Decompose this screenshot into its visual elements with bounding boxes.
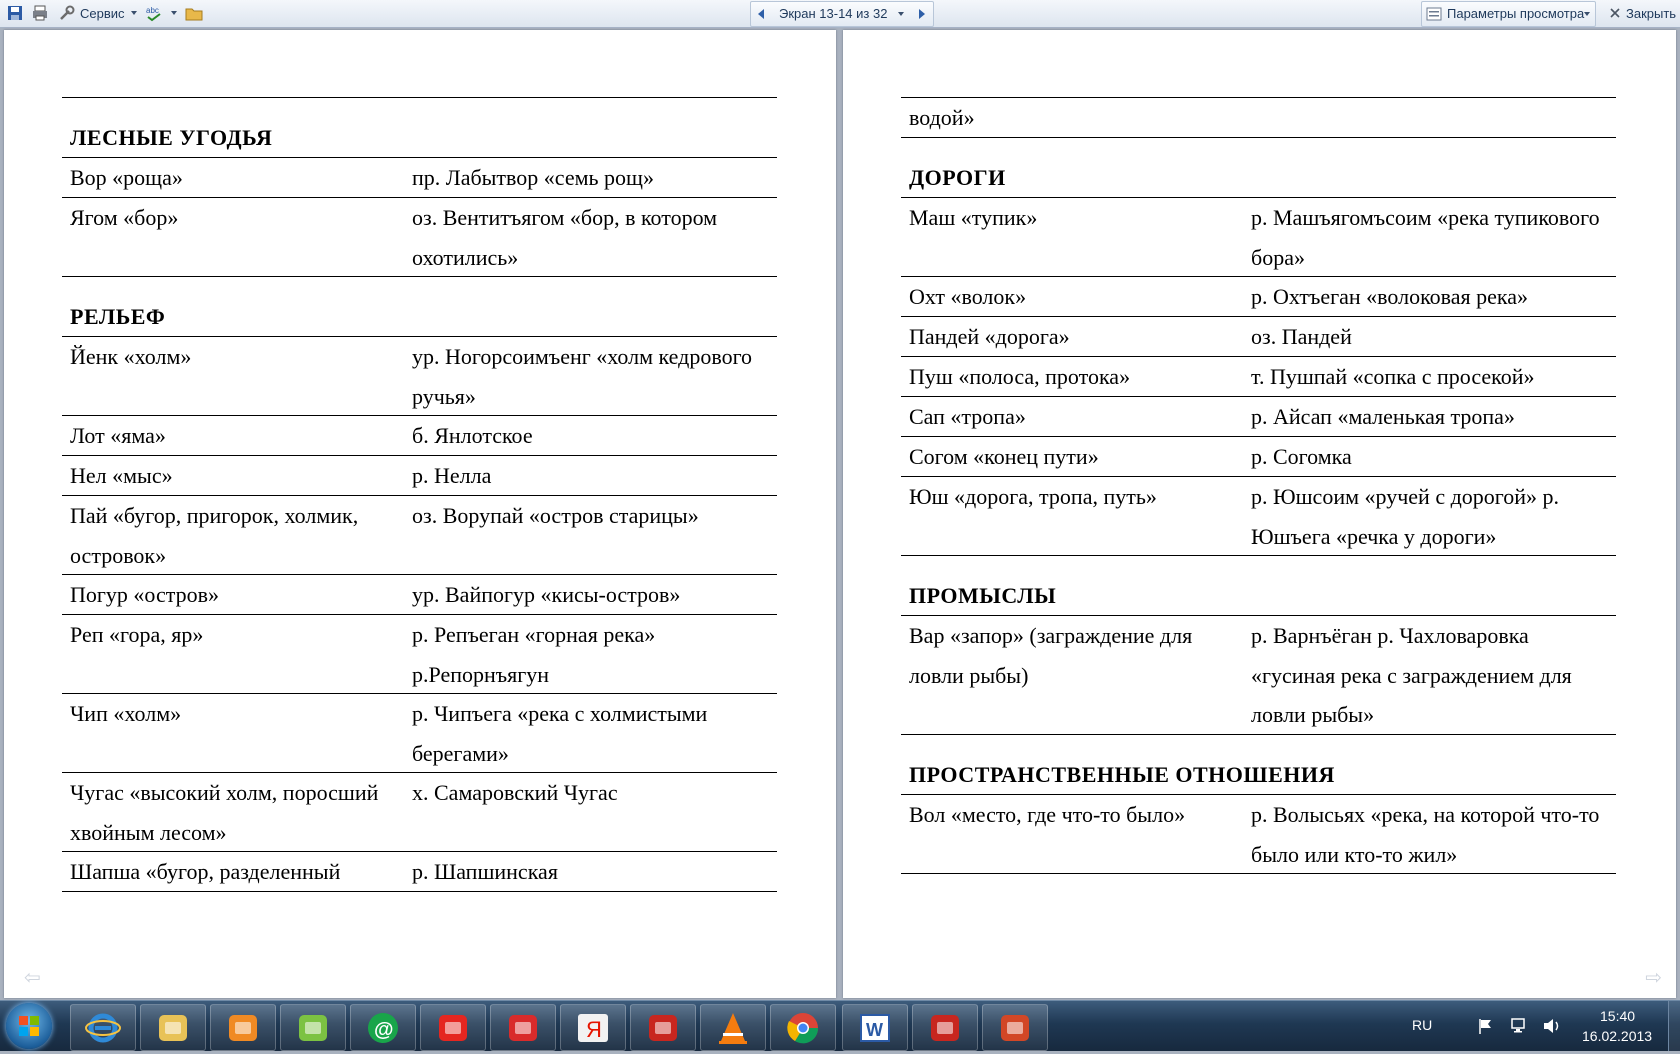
term-cell: Пуш «полоса, протока» bbox=[909, 364, 1131, 389]
flag-icon[interactable] bbox=[1477, 1017, 1495, 1035]
section-heading: ЛЕСНЫЕ УГОДЬЯ bbox=[70, 125, 273, 150]
network-icon[interactable] bbox=[1510, 1017, 1530, 1035]
media-player-icon bbox=[225, 1011, 261, 1045]
table-rule bbox=[62, 891, 777, 892]
mail-agent-icon bbox=[365, 1011, 401, 1045]
clock-time[interactable]: 15:40 bbox=[1600, 1008, 1636, 1024]
example-cell: р. Варнъёган р. Чахловаровка «гусиная река с заграждением для ловли рыбы» bbox=[1251, 623, 1572, 727]
view-options-label: Параметры просмотра bbox=[1447, 6, 1585, 21]
term-cell: Реп «гора, яр» bbox=[70, 622, 204, 647]
term-cell: Согом «конец пути» bbox=[909, 444, 1099, 469]
explorer-icon bbox=[155, 1011, 191, 1045]
term-cell: Нел «мыс» bbox=[70, 463, 173, 488]
close-button[interactable]: Закрыть bbox=[1626, 6, 1677, 21]
example-cell: оз. Вентитъягом «бор, в котором охотились» bbox=[412, 205, 718, 270]
page-left bbox=[4, 30, 836, 998]
print-icon[interactable] bbox=[31, 4, 49, 22]
word-icon bbox=[857, 1011, 893, 1045]
taskbar-app-vlc[interactable] bbox=[700, 1004, 766, 1051]
taskbar-app-acrobat[interactable] bbox=[630, 1004, 696, 1051]
example-cell: р. Шапшинская bbox=[412, 859, 558, 884]
example-cell: оз. Пандей bbox=[1251, 324, 1352, 349]
chrome-icon bbox=[785, 1011, 821, 1045]
next-page-arrow-icon[interactable]: ⇨ bbox=[1645, 967, 1662, 989]
term-cell: Шапша «бугор, разделенный bbox=[70, 859, 341, 884]
example-cell: р. Репъеган «горная река» р.Репорнъягун bbox=[412, 622, 656, 687]
table-rule bbox=[901, 555, 1616, 556]
ie-icon bbox=[85, 1011, 121, 1045]
term-cell: Погур «остров» bbox=[70, 582, 219, 607]
screen-counter: Экран 13-14 из 32 bbox=[779, 6, 888, 21]
example-cell: р. Охтъеган «волоковая река» bbox=[1251, 284, 1529, 309]
close-icon[interactable] bbox=[1609, 7, 1621, 19]
taskbar-app-powerpoint[interactable] bbox=[982, 1004, 1048, 1051]
start-button[interactable] bbox=[6, 1003, 52, 1049]
example-cell: х. Самаровский Чугас bbox=[412, 780, 618, 805]
folder-icon[interactable] bbox=[185, 4, 203, 22]
reading-toolbar bbox=[0, 0, 1680, 28]
example-cell: т. Пушпай «сопка с просекой» bbox=[1251, 364, 1535, 389]
yandex-browser-icon bbox=[435, 1011, 471, 1045]
section-heading: РЕЛЬЕФ bbox=[70, 304, 166, 329]
term-cell: Чип «холм» bbox=[70, 701, 182, 726]
taskbar-app-ie[interactable] bbox=[70, 1004, 136, 1051]
svg-text:Я: Я bbox=[586, 1017, 602, 1042]
term-cell: Пандей «дорога» bbox=[909, 324, 1070, 349]
acrobat-icon bbox=[645, 1011, 681, 1045]
tools-icon[interactable] bbox=[58, 4, 76, 22]
table-rule bbox=[901, 137, 1616, 138]
view-options-icon bbox=[1426, 6, 1442, 22]
example-cell: р. Юшсоим «ручей с дорогой» р. Юшъега «речка у дороги» bbox=[1251, 484, 1560, 549]
table-rule bbox=[62, 276, 777, 277]
spelling-icon[interactable] bbox=[145, 4, 163, 22]
vlc-icon bbox=[715, 1011, 751, 1045]
chevron-down-icon bbox=[1584, 12, 1590, 16]
term-cell: Юш «дорога, тропа, путь» bbox=[909, 484, 1157, 509]
taskbar-app-recorder[interactable] bbox=[490, 1004, 556, 1051]
term-cell: Ягом «бор» bbox=[70, 205, 179, 230]
taskbar-app-kaspersky[interactable] bbox=[912, 1004, 978, 1051]
example-cell: р. Нелла bbox=[412, 463, 492, 488]
save-icon[interactable] bbox=[6, 4, 24, 22]
example-cell: оз. Ворупай «остров старицы» bbox=[412, 503, 699, 528]
term-cell: Сап «тропа» bbox=[909, 404, 1026, 429]
example-cell: р. Волысьях «река, на которой что-то было или кто-то жил» bbox=[1251, 802, 1600, 867]
term-cell: Маш «тупик» bbox=[909, 205, 1038, 230]
windows-logo-icon bbox=[6, 1003, 52, 1049]
table-rule bbox=[901, 873, 1616, 874]
example-cell: б. Янлотское bbox=[412, 423, 533, 448]
continued-text: водой» bbox=[909, 105, 975, 130]
yandex-icon bbox=[575, 1011, 611, 1045]
term-cell: Йенк «холм» bbox=[70, 344, 192, 369]
taskbar-app-word[interactable] bbox=[842, 1004, 908, 1051]
term-cell: Вол «место, где что-то было» bbox=[909, 802, 1186, 827]
svg-text:@: @ bbox=[374, 1019, 394, 1041]
chevron-down-icon[interactable] bbox=[898, 12, 904, 16]
show-desktop-button[interactable] bbox=[1668, 1001, 1680, 1051]
example-cell: р. Согомка bbox=[1251, 444, 1352, 469]
taskbar-app-chrome[interactable] bbox=[770, 1004, 836, 1051]
taskbar-app-media-player[interactable] bbox=[210, 1004, 276, 1051]
taskbar-app-explorer[interactable] bbox=[140, 1004, 206, 1051]
example-cell: р. Айсап «маленькая тропа» bbox=[1251, 404, 1515, 429]
powerpoint-icon bbox=[997, 1011, 1033, 1045]
example-cell: ур. Ногорсоимъенг «холм кедрового ручья» bbox=[412, 344, 753, 409]
term-cell: Вор «роща» bbox=[70, 165, 183, 190]
language-indicator[interactable]: RU bbox=[1412, 1017, 1433, 1033]
section-heading: ПРОМЫСЛЫ bbox=[909, 583, 1057, 608]
section-heading: ПРОСТРАНСТВЕННЫЕ ОТНОШЕНИЯ bbox=[909, 762, 1335, 787]
taskbar-app-picasa[interactable] bbox=[280, 1004, 346, 1051]
table-rule bbox=[62, 97, 777, 98]
taskbar-app-mail-agent[interactable] bbox=[350, 1004, 416, 1051]
service-menu[interactable]: Сервис bbox=[80, 6, 125, 21]
example-cell: ур. Вайпогур «кисы-остров» bbox=[412, 582, 681, 607]
example-cell: пр. Лабытвор «семь рощ» bbox=[412, 165, 654, 190]
picasa-icon bbox=[295, 1011, 331, 1045]
screen-navigation bbox=[750, 1, 934, 27]
next-screen-icon[interactable] bbox=[917, 8, 927, 20]
svg-text:abc: abc bbox=[146, 6, 159, 15]
volume-icon[interactable] bbox=[1542, 1017, 1562, 1035]
view-options-button[interactable] bbox=[1421, 1, 1596, 27]
clock-date[interactable]: 16.02.2013 bbox=[1582, 1028, 1653, 1044]
term-cell: Пай «бугор, пригорок, холмик, островок» bbox=[70, 503, 359, 568]
recorder-icon bbox=[505, 1011, 541, 1045]
chevron-down-icon[interactable] bbox=[171, 11, 177, 15]
prev-screen-icon[interactable] bbox=[756, 8, 766, 20]
term-cell: Чугас «высокий холм, поросший хвойным лесом» bbox=[70, 780, 379, 845]
windows-taskbar bbox=[0, 1000, 1680, 1051]
kaspersky-icon bbox=[927, 1011, 963, 1045]
table-rule bbox=[901, 734, 1616, 735]
section-heading: ДОРОГИ bbox=[909, 165, 1006, 190]
chevron-down-icon[interactable] bbox=[131, 11, 137, 15]
page-right bbox=[843, 30, 1676, 998]
term-cell: Лот «яма» bbox=[70, 423, 166, 448]
taskbar-app-yandex[interactable] bbox=[560, 1004, 626, 1051]
svg-text:W: W bbox=[866, 1020, 883, 1040]
example-cell: р. Чипъега «река с холмистыми берегами» bbox=[412, 701, 708, 766]
system-tray bbox=[1400, 1001, 1680, 1051]
prev-page-arrow-icon[interactable]: ⇦ bbox=[24, 967, 41, 989]
taskbar-app-yandex-browser[interactable] bbox=[420, 1004, 486, 1051]
example-cell: р. Машъягомъсоим «река тупикового бора» bbox=[1251, 205, 1600, 270]
term-cell: Вар «запор» (заграждение для ловли рыбы) bbox=[909, 623, 1193, 688]
term-cell: Охт «волок» bbox=[909, 284, 1027, 309]
